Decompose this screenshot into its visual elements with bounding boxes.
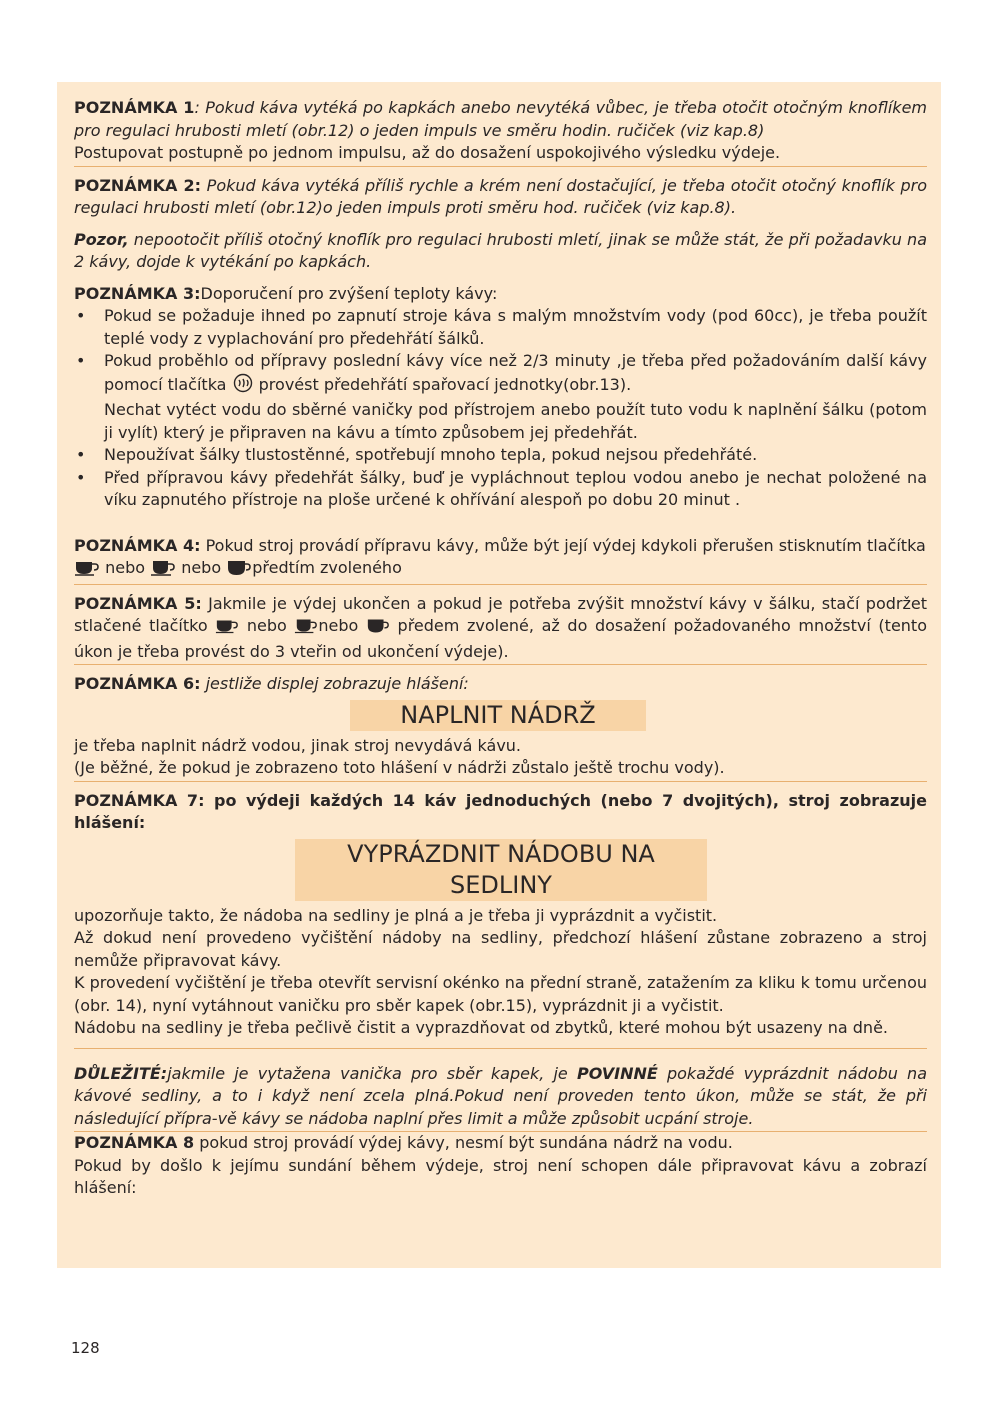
list-item: • Nepoužívat šálky tlustostěnné, spotřebují mnoho tepla, pokud nejsou předehřáté. [76, 445, 758, 464]
note-2 [74, 175, 927, 221]
important-label: DŮLEŽITÉ: [74, 1063, 168, 1083]
large-cup-icon [366, 618, 390, 641]
page-content [74, 97, 927, 1209]
important-note: DŮLEŽITÉ:jakmile je vytažena vanička pro sběr kapek, je POVINNÉ pokaždé vyprázdnit nádobu na kávové sedliny, a to i když není zcela plná.Pokud není proveden tento úkon, může se stát, že při následující přípra-vě kávy se nádoba naplní přes limit a může způsobit ucpání stroje. [74, 1063, 927, 1133]
mandatory-label: POVINNÉ [576, 1063, 658, 1083]
display-message-empty-grounds: VYPRÁZDNIT NÁDOBU NA SEDLINY [295, 839, 707, 901]
note-5-label: POZNÁMKA 5: [74, 593, 202, 613]
note-1-label: POZNÁMKA 1 [74, 98, 195, 117]
note-2-text: Pokud káva vytéká příliš rychle a krém není dostačující, je třeba otočit otočný knoflík pro regulaci hrubosti mletí (obr.12)o jeden impuls proti směru hod. ručiček (viz kap.8). [74, 175, 927, 217]
note-1 [74, 97, 927, 167]
note-3 [74, 283, 927, 513]
medium-cup-icon [294, 618, 318, 641]
caution-label: Pozor, [74, 229, 129, 249]
list-item: • Před přípravou kávy předehřát šálky, buď je vypláchnout teplou vodou anebo je nechat položené na víku zapnutého přístroje na ploše určené k ohřívání alespoň po dobu 20 minut . [76, 467, 927, 509]
note-8: POZNÁMKA 8 pokud stroj provádí výdej kávy, nesmí být sundána nádrž na vodu. Pokud by došlo k jejímu sundání během výdeje, stroj není schopen dále připravovat kávu a zobrazí hlášení: [74, 1133, 927, 1197]
small-cup-icon [74, 560, 100, 583]
large-cup-icon [226, 560, 252, 583]
note-4-label: POZNÁMKA 4: [74, 535, 201, 555]
note-6-text-a: je třeba naplnit nádrž vodou, jinak stroj nevydává kávu. [74, 735, 522, 755]
medium-cup-icon [150, 560, 176, 583]
note-4-text: Pokud stroj provádí přípravu kávy, může být její výdej kdykoli přerušen stisknutím tlačítka [200, 535, 926, 555]
note-6-label: POZNÁMKA 6: [74, 674, 201, 693]
list-item: • Pokud se požaduje ihned po zapnutí stroje káva s malým množstvím vody (pod 60cc), je třeba použít teplé vody z vyplachování pro předehřátí šálků. [76, 306, 927, 348]
note-7: POZNÁMKA 7: po výdeji každých 14 káv jednoduchých (nebo 7 dvojitých), stroj zobrazuje hlášení: VYPRÁZDNIT NÁDOBU NA SEDLINY upozorňuje takto, že nádoba na sedliny je plná a je třeba ji vyprázdnit a vyčistit. Až dokud není provedeno vyčištění nádoby na sedliny, předchozí hlášení zůstane zobrazeno a stroj nemůže připravovat kávy. K provedení vyčištění je třeba otevřít servisní okénko na přední straně, zatažením za kliku k tomu určenou (obr. 14), nyní vytáhnout vaničku pro sběr kapek (obr.15), vyprázdnit ji a vyčistit. Nádobu na sedliny je třeba pečlivě čistit a vyprazdňovat od zbytků, které mohou být usazeny na dně. [74, 790, 927, 1049]
note-8-label: POZNÁMKA 8 [74, 1133, 195, 1152]
note-4: POZNÁMKA 4: Pokud stroj provádí přípravu kávy, může být její výdej kdykoli přerušen stisknutím tlačítka nebo nebo předtím zvoleného [74, 535, 927, 585]
note-7-label: POZNÁMKA 7: po výdeji každých 14 káv jednoduchých (nebo 7 dvojitých), stroj zobrazuje hlášení: [74, 790, 927, 832]
note-2-label: POZNÁMKA 2: [74, 175, 202, 195]
note-1-text-b: Postupovat postupně po jednom impulsu, až do dosažení uspokojivého výsledku výdeje. [74, 143, 781, 162]
note-1-text: : Pokud káva vytéká po kapkách anebo nevytéká vůbec, je třeba otočit otočným knoflíkem pro regulaci hrubosti mletí (obr.12) o jeden impuls ve směru hodin. ručiček (viz kap.8) [74, 98, 927, 140]
note-6-intro: jestliže displej zobrazuje hlášení: [200, 674, 469, 693]
note-5: POZNÁMKA 5: Jakmile je výdej ukončen a pokud je potřeba zvýšit množství kávy v šálku, stačí podržet stlačené tlačítko nebo nebo předem zvolené, až do dosažení požadovaného množství (tento úkon je třeba provést do 3 vteřin od ukončení výdeje). [74, 593, 927, 666]
note-3-label: POZNÁMKA 3: [74, 283, 201, 303]
page-number: 128 [71, 1339, 100, 1357]
note-6 [74, 673, 927, 782]
note-6-text-b: (Je běžné, že pokud je zobrazeno toto hlášení v nádrži zůstalo ještě trochu vody). [74, 758, 725, 777]
note-3-intro: Doporučení pro zvýšení teploty kávy: [200, 283, 498, 303]
list-item: • Pokud proběhlo od přípravy poslední kávy více než 2/3 minuty ,je třeba před požadováním další kávy pomocí tlačítka provést předehřátí spařovací jednotky(obr.13). Nechat vytéct vodu do sběrné vaničky pod přístrojem anebo použít tuto vodu k naplnění šálku (potom ji vylít) který je připraven na kávu a tímto způsobem jej předehřát. [76, 351, 927, 442]
caution-note [74, 229, 927, 275]
display-message-fill-tank: NAPLNIT NÁDRŽ [350, 700, 646, 731]
caution-text: nepootočit příliš otočný knoflík pro regulaci hrubosti mletí, jinak se může stát, že při požadavku na 2 kávy, dojde k vytékání po kapkách. [74, 229, 927, 271]
steam-preheat-icon [232, 373, 254, 400]
small-cup-icon [215, 618, 239, 641]
note-3-list [74, 305, 927, 512]
